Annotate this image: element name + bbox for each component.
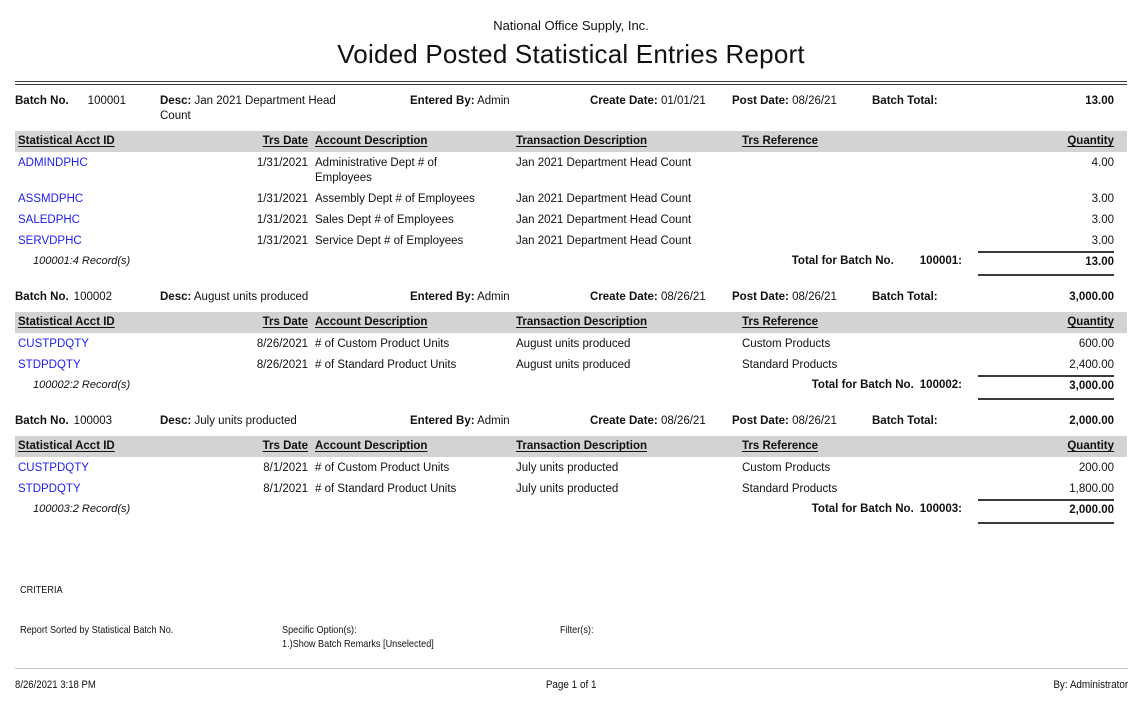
batch-no-value: 100001: [87, 95, 127, 107]
post-date-value: 08/26/21: [792, 291, 837, 303]
trs-date-cell: 1/31/2021: [256, 193, 308, 205]
col-statistical-acct-id: Statistical Acct ID: [18, 135, 115, 147]
account-description-cell: Service Dept # of Employees: [315, 235, 464, 247]
create-date-label: Create Date:: [590, 415, 658, 427]
table-row: [15, 354, 1127, 375]
transaction-description-cell: July units producted: [516, 483, 619, 495]
batch-no-label: Batch No.: [15, 95, 69, 107]
batch-no-label: Batch No.: [15, 291, 69, 303]
entered-by-value: Admin: [477, 291, 510, 303]
total-for-batch-label: Total for Batch No.: [811, 379, 914, 391]
col-trs-date: Trs Date: [262, 316, 308, 328]
statistical-acct-link[interactable]: ASSMDPHC: [18, 193, 84, 205]
account-description-cell: Assembly Dept # of Employees: [315, 193, 475, 205]
table-row: [15, 333, 1127, 354]
col-account-description: Account Description: [315, 135, 428, 147]
table-row: [15, 188, 1127, 209]
col-transaction-description: Transaction Description: [516, 316, 648, 328]
col-trs-date: Trs Date: [262, 440, 308, 452]
col-trs-date: Trs Date: [262, 135, 308, 147]
batch-no-value: 100003: [73, 415, 113, 427]
criteria-specific-option-1: 1.)Show Batch Remarks [Unselected]: [282, 638, 434, 650]
statistical-acct-link[interactable]: CUSTPDQTY: [18, 338, 89, 350]
trs-reference-cell: [742, 156, 984, 186]
create-date-label: Create Date:: [590, 291, 658, 303]
statistical-acct-link[interactable]: STDPDQTY: [18, 483, 81, 495]
batch-total-label: Batch Total:: [872, 415, 938, 427]
criteria-specific-options-label: Specific Option(s):: [282, 624, 357, 636]
table-row: [15, 457, 1127, 478]
criteria-sorted-by: Report Sorted by Statistical Batch No.: [20, 624, 174, 636]
col-statistical-acct-id: Statistical Acct ID: [18, 440, 115, 452]
post-date-label: Post Date:: [732, 291, 789, 303]
quantity-cell: 2,400.00: [1069, 359, 1114, 371]
transaction-description-cell: July units producted: [516, 462, 619, 474]
batch-total-row: [15, 375, 1127, 400]
statistical-acct-link[interactable]: SALEDPHC: [18, 214, 80, 226]
col-transaction-description: Transaction Description: [516, 135, 648, 147]
report-title: Voided Posted Statistical Entries Report: [337, 39, 805, 69]
statistical-acct-link[interactable]: STDPDQTY: [18, 359, 81, 371]
entered-by-label: Entered By:: [410, 95, 475, 107]
batch-total-row: [15, 499, 1127, 524]
statistical-acct-link[interactable]: CUSTPDQTY: [18, 462, 89, 474]
desc-value: Jan 2021 Department Head Count: [160, 95, 336, 122]
footer-datetime: 8/26/2021 3:18 PM: [15, 679, 96, 691]
transaction-description-cell: Jan 2021 Department Head Count: [516, 193, 692, 205]
quantity-cell: 4.00: [1091, 157, 1114, 169]
desc-value: July units producted: [194, 415, 297, 427]
create-date-label: Create Date:: [590, 95, 658, 107]
batch-total-sum: 3,000.00: [978, 375, 1114, 400]
records-count-note: 100002:2 Record(s): [33, 379, 131, 391]
criteria-section: [20, 583, 1127, 651]
batch-total-label: Batch Total:: [872, 291, 938, 303]
account-description-cell: # of Standard Product Units: [315, 483, 457, 495]
trs-date-cell: 8/1/2021: [263, 483, 308, 495]
post-date-value: 08/26/21: [792, 415, 837, 427]
col-trs-reference: Trs Reference: [742, 135, 819, 147]
trs-date-cell: 1/31/2021: [256, 214, 308, 226]
table-row: [15, 478, 1127, 499]
batch-total-label: Batch Total:: [872, 95, 938, 107]
entered-by-label: Entered By:: [410, 291, 475, 303]
table-column-headers: [15, 436, 1127, 457]
report-header: [0, 0, 1142, 71]
batch-no-value: 100002: [73, 291, 113, 303]
col-quantity: Quantity: [1067, 440, 1114, 452]
batch-header: [15, 405, 1127, 432]
trs-date-cell: 1/31/2021: [256, 235, 308, 247]
account-description-cell: # of Custom Product Units: [315, 462, 450, 474]
entered-by-value: Admin: [477, 95, 510, 107]
trs-reference-cell: [742, 213, 984, 228]
footer-printed-by: By: Administrator: [1053, 679, 1128, 691]
trs-reference-cell: [742, 192, 984, 207]
col-trs-reference: Trs Reference: [742, 440, 819, 452]
table-column-headers: [15, 131, 1127, 152]
page-footer: [15, 678, 1128, 692]
total-batch-number: 100001:: [919, 255, 962, 267]
post-date-label: Post Date:: [732, 415, 789, 427]
trs-reference-cell: Custom Products: [742, 462, 831, 474]
col-quantity: Quantity: [1067, 316, 1114, 328]
table-column-headers: [15, 312, 1127, 333]
col-statistical-acct-id: Statistical Acct ID: [18, 316, 115, 328]
account-description-cell: # of Custom Product Units: [315, 338, 450, 350]
desc-label: Desc:: [160, 415, 192, 427]
col-transaction-description: Transaction Description: [516, 440, 648, 452]
trs-reference-cell: Standard Products: [742, 483, 838, 495]
trs-reference-cell: [742, 234, 984, 249]
quantity-cell: 3.00: [1091, 214, 1114, 226]
batch-section-100003: [0, 405, 1142, 524]
total-for-batch-label: Total for Batch No.: [811, 503, 914, 515]
transaction-description-cell: Jan 2021 Department Head Count: [516, 235, 692, 247]
criteria-filters-label: Filter(s):: [560, 624, 594, 636]
entered-by-value: Admin: [477, 415, 510, 427]
create-date-value: 08/26/21: [660, 291, 706, 303]
quantity-cell: 200.00: [1078, 462, 1114, 474]
batch-header: [15, 281, 1127, 308]
footer-page-number: Page 1 of 1: [546, 679, 597, 691]
batch-total-value: 2,000.00: [1069, 415, 1114, 427]
trs-date-cell: 8/1/2021: [263, 462, 308, 474]
table-row: [15, 209, 1127, 230]
trs-reference-cell: Standard Products: [742, 359, 838, 371]
total-for-batch-label: Total for Batch No.: [791, 255, 894, 267]
table-row: [15, 230, 1127, 251]
table-row: [15, 152, 1127, 188]
criteria-heading: CRITERIA: [20, 584, 63, 596]
account-description-cell: # of Standard Product Units: [315, 359, 457, 371]
total-batch-number: 100003:: [919, 503, 962, 515]
records-count-note: 100003:2 Record(s): [33, 503, 131, 515]
create-date-value: 01/01/21: [660, 95, 706, 107]
batch-section-100001: [0, 85, 1142, 276]
batch-no-label: Batch No.: [15, 415, 69, 427]
quantity-cell: 3.00: [1091, 193, 1114, 205]
batch-total-sum: 2,000.00: [978, 499, 1114, 524]
quantity-cell: 3.00: [1091, 235, 1114, 247]
quantity-cell: 1,800.00: [1069, 483, 1114, 495]
col-quantity: Quantity: [1067, 135, 1114, 147]
statistical-acct-link[interactable]: SERVDPHC: [18, 235, 82, 247]
footer-divider: [15, 668, 1128, 669]
transaction-description-cell: August units produced: [516, 338, 631, 350]
transaction-description-cell: Jan 2021 Department Head Count: [516, 214, 692, 226]
statistical-acct-link[interactable]: ADMINDPHC: [18, 157, 88, 169]
company-name: National Office Supply, Inc.: [493, 18, 649, 33]
trs-reference-cell: Custom Products: [742, 338, 831, 350]
account-description-cell: Sales Dept # of Employees: [315, 214, 454, 226]
batch-total-row: [15, 251, 1127, 276]
entered-by-label: Entered By:: [410, 415, 475, 427]
desc-label: Desc:: [160, 291, 192, 303]
batch-total-sum: 13.00: [978, 251, 1114, 276]
trs-date-cell: 1/31/2021: [256, 157, 308, 169]
transaction-description-cell: August units produced: [516, 359, 631, 371]
trs-date-cell: 8/26/2021: [256, 338, 308, 350]
desc-value: August units produced: [193, 291, 309, 303]
post-date-value: 08/26/21: [792, 95, 837, 107]
quantity-cell: 600.00: [1078, 338, 1114, 350]
records-count-note: 100001:4 Record(s): [33, 255, 131, 267]
col-account-description: Account Description: [315, 316, 428, 328]
total-batch-number: 100002:: [919, 379, 962, 391]
post-date-label: Post Date:: [732, 95, 789, 107]
transaction-description-cell: Jan 2021 Department Head Count: [516, 157, 692, 169]
batch-section-100002: [0, 281, 1142, 400]
batch-header: [15, 85, 1127, 127]
col-account-description: Account Description: [315, 440, 428, 452]
desc-label: Desc:: [160, 95, 192, 107]
create-date-value: 08/26/21: [660, 415, 706, 427]
trs-date-cell: 8/26/2021: [256, 359, 308, 371]
account-description-cell: Administrative Dept # of Employees: [315, 157, 438, 184]
batch-total-value: 13.00: [1085, 95, 1114, 107]
col-trs-reference: Trs Reference: [742, 316, 819, 328]
batch-total-value: 3,000.00: [1069, 291, 1114, 303]
